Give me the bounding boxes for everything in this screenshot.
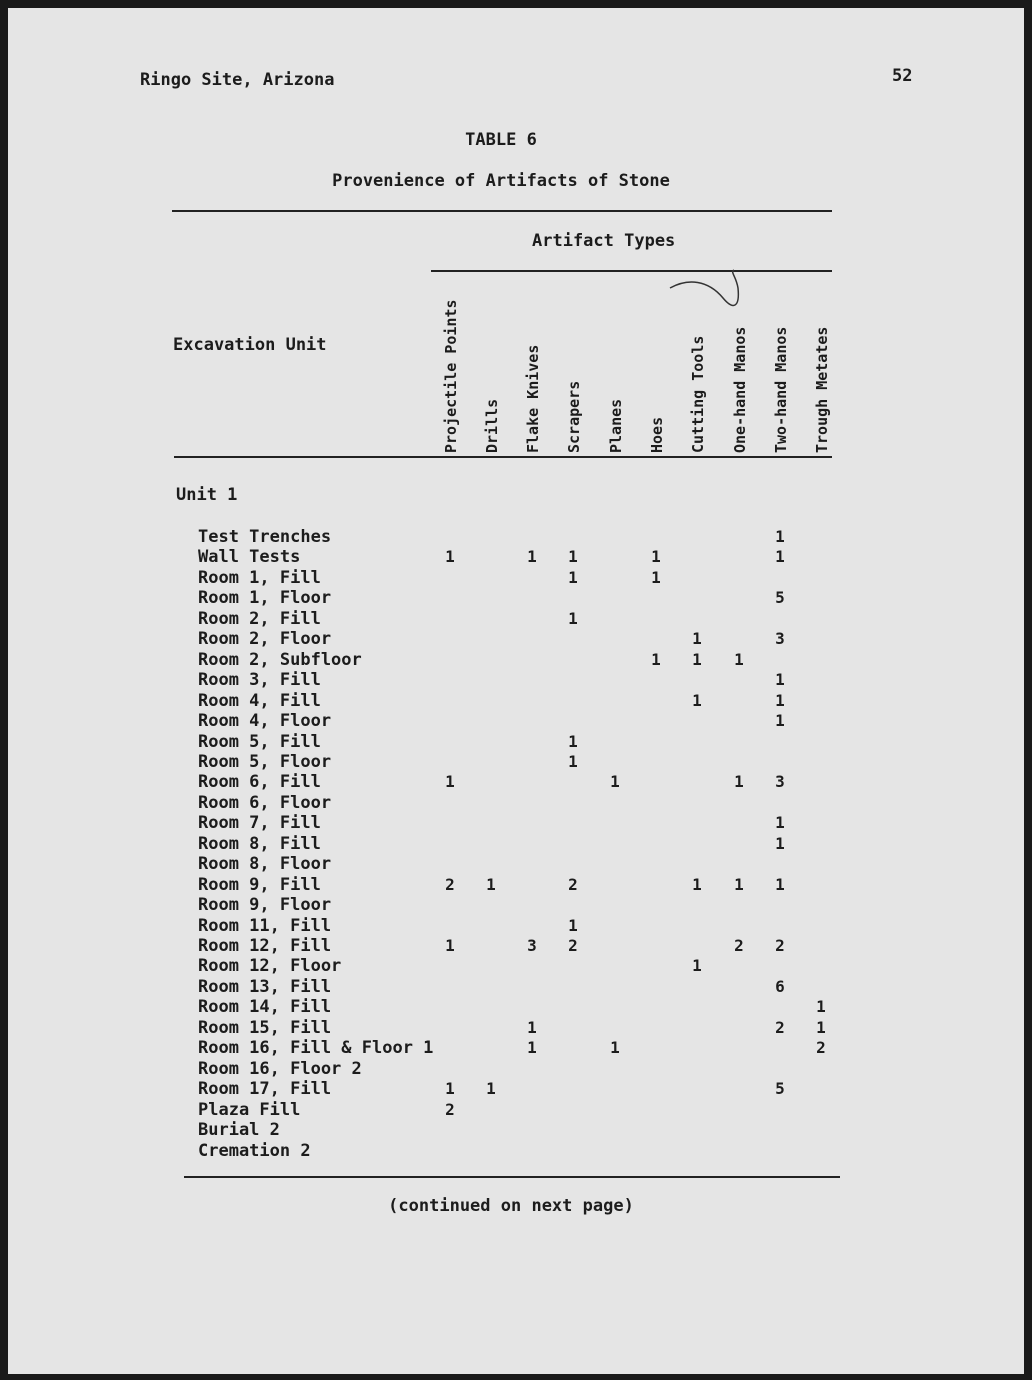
table-cell: 1 <box>775 813 785 832</box>
row-label: Room 6, Floor <box>198 793 332 813</box>
table-cell: 1 <box>775 547 785 566</box>
row-label: Room 1, Floor <box>198 588 332 608</box>
row-label: Room 16, Floor 2 <box>198 1059 362 1079</box>
table-cell: 1 <box>445 1079 455 1098</box>
table-cell: 1 <box>568 732 578 751</box>
table-cell: 1 <box>568 916 578 935</box>
table-cell: 1 <box>486 875 496 894</box>
row-label: Room 2, Fill <box>198 609 321 629</box>
table-title: Provenience of Artifacts of Stone <box>332 171 670 191</box>
row-label: Room 13, Fill <box>198 977 332 997</box>
row-label: Room 11, Fill <box>198 916 332 936</box>
column-header: Trough Metates <box>813 326 831 453</box>
table-cell: 1 <box>692 875 702 894</box>
top-rule <box>172 210 832 212</box>
table-cell: 1 <box>527 547 537 566</box>
table-cell: 3 <box>527 936 537 955</box>
row-label: Room 9, Floor <box>198 895 332 915</box>
table-cell: 1 <box>775 670 785 689</box>
row-label: Room 7, Fill <box>198 813 321 833</box>
row-label: Room 6, Fill <box>198 772 321 792</box>
row-label: Room 9, Fill <box>198 875 321 895</box>
row-label: Burial 2 <box>198 1120 280 1140</box>
table-cell: 1 <box>651 568 661 587</box>
row-label: Room 2, Floor <box>198 629 332 649</box>
table-cell: 2 <box>775 936 785 955</box>
table-cell: 2 <box>445 875 455 894</box>
table-cell: 1 <box>816 1018 826 1037</box>
table-cell: 1 <box>775 834 785 853</box>
table-cell: 1 <box>610 772 620 791</box>
table-cell: 1 <box>692 629 702 648</box>
document-page <box>8 8 1024 1374</box>
table-cell: 5 <box>775 588 785 607</box>
column-header: One-hand Manos <box>731 326 749 453</box>
page-number: 52 <box>892 66 913 86</box>
table-cell: 1 <box>775 875 785 894</box>
table-cell: 1 <box>568 547 578 566</box>
row-label: Room 2, Subfloor <box>198 650 362 670</box>
row-label: Room 8, Fill <box>198 834 321 854</box>
table-cell: 1 <box>445 936 455 955</box>
row-label: Room 5, Fill <box>198 732 321 752</box>
table-cell: 5 <box>775 1079 785 1098</box>
column-header: Hoes <box>648 416 666 453</box>
row-label: Room 3, Fill <box>198 670 321 690</box>
pen-scribble <box>668 268 758 318</box>
table-cell: 1 <box>775 527 785 546</box>
column-header: Scrapers <box>565 380 583 453</box>
row-label: Room 15, Fill <box>198 1018 332 1038</box>
row-label: Wall Tests <box>198 547 301 567</box>
continued-note: (continued on next page) <box>388 1196 634 1216</box>
table-cell: 1 <box>692 956 702 975</box>
column-header: Projectile Points <box>442 299 460 453</box>
bottom-rule <box>184 1176 840 1178</box>
table-cell: 2 <box>568 875 578 894</box>
table-cell: 1 <box>527 1038 537 1057</box>
table-cell: 1 <box>445 772 455 791</box>
column-header: Two-hand Manos <box>772 326 790 453</box>
row-label: Room 16, Fill & Floor 1 <box>198 1038 434 1058</box>
table-cell: 1 <box>651 547 661 566</box>
row-label: Room 4, Fill <box>198 691 321 711</box>
table-cell: 1 <box>692 650 702 669</box>
table-cell: 1 <box>610 1038 620 1057</box>
table-cell: 1 <box>568 609 578 628</box>
table-cell: 6 <box>775 977 785 996</box>
table-cell: 3 <box>775 629 785 648</box>
table-cell: 2 <box>445 1100 455 1119</box>
row-label: Room 8, Floor <box>198 854 332 874</box>
column-header: Cutting Tools <box>689 335 707 453</box>
column-header: Planes <box>607 398 625 453</box>
row-label: Room 4, Floor <box>198 711 332 731</box>
section-label: Unit 1 <box>176 485 238 505</box>
group-rule <box>431 270 832 272</box>
column-header: Flake Knives <box>524 344 542 453</box>
table-cell: 3 <box>775 772 785 791</box>
table-cell: 1 <box>734 772 744 791</box>
table-cell: 1 <box>486 1079 496 1098</box>
table-cell: 1 <box>734 650 744 669</box>
table-cell: 1 <box>568 752 578 771</box>
table-cell: 1 <box>527 1018 537 1037</box>
row-label: Test Trenches <box>198 527 332 547</box>
table-cell: 2 <box>775 1018 785 1037</box>
table-cell: 2 <box>734 936 744 955</box>
table-cell: 2 <box>816 1038 826 1057</box>
excavation-unit-header: Excavation Unit <box>173 335 327 355</box>
row-label: Room 17, Fill <box>198 1079 332 1099</box>
row-label: Room 1, Fill <box>198 568 321 588</box>
row-label: Plaza Fill <box>198 1100 301 1120</box>
table-label: TABLE 6 <box>465 130 537 150</box>
row-label: Room 5, Floor <box>198 752 332 772</box>
table-cell: 1 <box>816 997 826 1016</box>
table-cell: 1 <box>445 547 455 566</box>
table-cell: 1 <box>734 875 744 894</box>
header-rule <box>174 456 832 458</box>
table-cell: 1 <box>775 691 785 710</box>
table-cell: 1 <box>692 691 702 710</box>
artifact-types-header: Artifact Types <box>532 231 676 251</box>
row-label: Room 12, Floor <box>198 956 342 976</box>
running-header: Ringo Site, Arizona <box>140 70 335 90</box>
row-label: Room 14, Fill <box>198 997 332 1017</box>
table-cell: 1 <box>568 568 578 587</box>
table-cell: 1 <box>775 711 785 730</box>
row-label: Cremation 2 <box>198 1141 311 1161</box>
row-label: Room 12, Fill <box>198 936 332 956</box>
column-header: Drills <box>483 398 501 453</box>
table-cell: 2 <box>568 936 578 955</box>
table-cell: 1 <box>651 650 661 669</box>
